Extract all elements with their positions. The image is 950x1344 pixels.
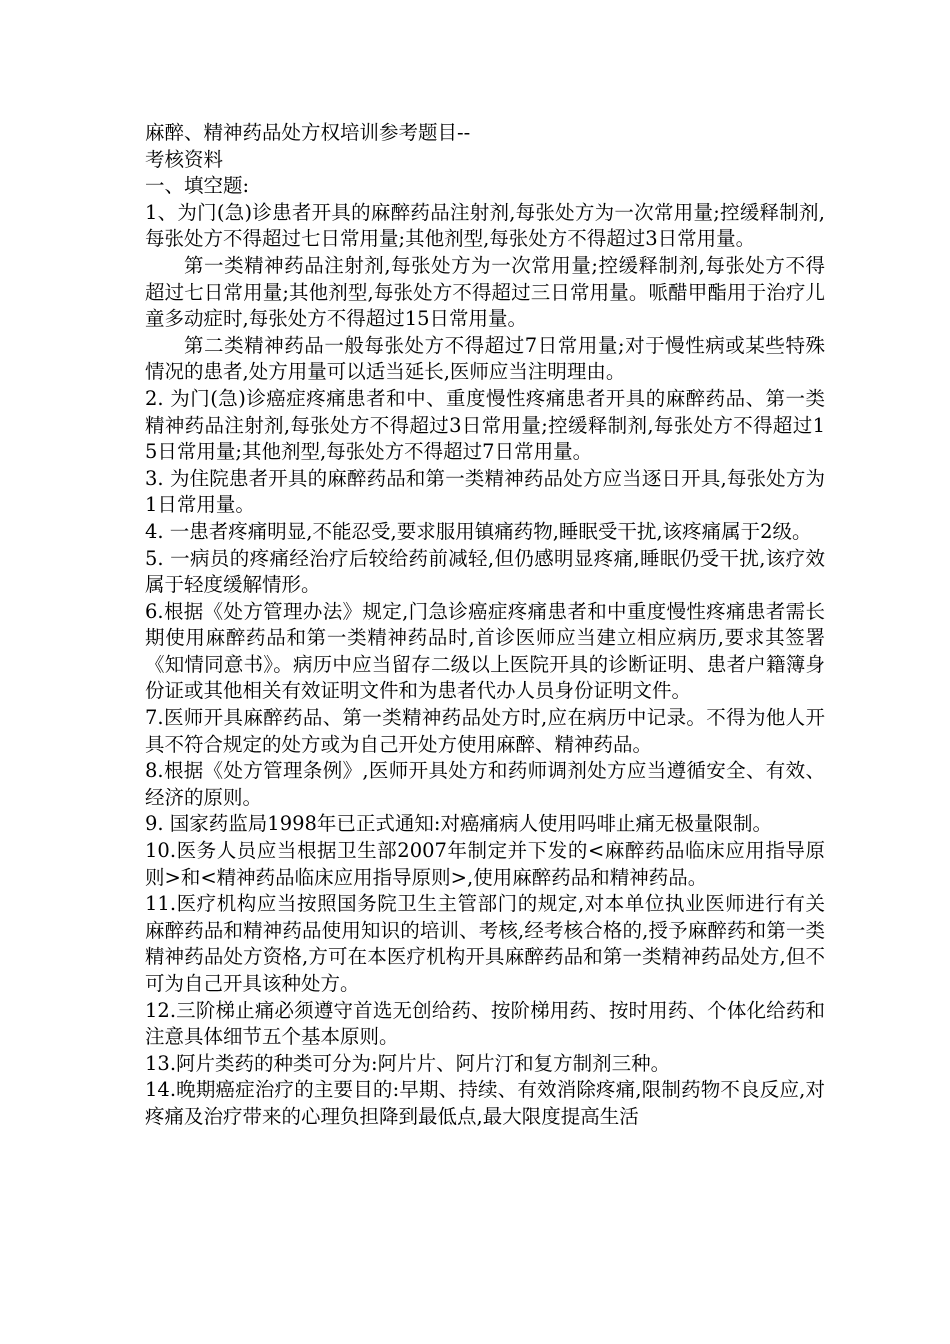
question-9: 9. 国家药监局1998年已正式通知:对癌痛病人使用吗啡止痛无极量限制。 [145, 812, 772, 836]
question-2: 2. 为门(急)诊癌症疼痛患者和中、重度慢性疼痛患者开具的麻醉药品、第一类精神药品注射剂,每张处方不得超过3日常用量;控缓释制剂,每张处方不得超过15日常用量;其他剂型,每张处方不得超过7日常用量。 [145, 386, 825, 464]
question-12: 12.三阶梯止痛必须遵守首选无创给药、按阶梯用药、按时用药、个体化给药和注意具体细节五个基本原则。 [145, 998, 825, 1049]
question-1-psychotropic-class-1: 第一类精神药品注射剂,每张处方为一次常用量;控缓释制剂,每张处方不得超过七日常用量;其他剂型,每张处方不得超过三日常用量。哌醋甲酯用于治疗儿童多动症时,每张处方不得超过15日常用量。 [145, 253, 825, 331]
section-heading: 一、填空题: [145, 174, 250, 198]
question-6: 6.根据《处方管理办法》规定,门急诊癌症疼痛患者和中重度慢性疼痛患者需长期使用麻醉药品和第一类精神药品时,首诊医师应当建立相应病历,要求其签署《知情同意书》。病历中应当留存二级以上医院开具的诊断证明、患者户籍簿身份证或其他相关有效证明文件和为患者代办人员身份证明文件。 [145, 599, 825, 703]
question-5: 5. 一病员的疼痛经治疗后较给药前减轻,但仍感明显疼痛,睡眠仍受干扰,该疗效属于轻度缓解情形。 [145, 546, 825, 597]
question-13: 13.阿片类药的种类可分为:阿片片、阿片汀和复方制剂三种。 [145, 1051, 671, 1075]
question-1: 1、为门(急)诊患者开具的麻醉药品注射剂,每张处方为一次常用量;控缓释制剂,每张处方不得超过七日常用量;其他剂型,每张处方不得超过3日常用量。 [145, 200, 825, 251]
question-8: 8.根据《处方管理条例》,医师开具处方和药师调剂处方应当遵循安全、有效、经济的原则。 [145, 759, 825, 809]
question-3: 3. 为住院患者开具的麻醉药品和第一类精神药品处方应当逐日开具,每张处方为1日常用量。 [145, 466, 825, 517]
question-10: 10.医务人员应当根据卫生部2007年制定并下发的<麻醉药品临床应用指导原则>和<精神药品临床应用指导原则>,使用麻醉药品和精神药品。 [145, 839, 825, 889]
question-11: 11.医疗机构应当按照国务院卫生主管部门的规定,对本单位执业医师进行有关麻醉药品和精神药品使用知识的培训、考核,经考核合格的,授予麻醉药和第一类精神药品处方资格,方可在本医疗机构开具麻醉药品和第一类精神药品处方,但不可为自己开具该种处方。 [145, 892, 825, 995]
question-1-psychotropic-class-2: 第二类精神药品一般每张处方不得超过7日常用量;对于慢性病或某些特殊情况的患者,处方用量可以适当延长,医师应当注明理由。 [145, 333, 825, 384]
document-page [145, 120, 825, 1131]
document-title-line-2: 考核资料 [145, 147, 224, 171]
question-4: 4. 一患者疼痛明显,不能忍受,要求服用镇痛药物,睡眠受干扰,该疼痛属于2级。 [145, 519, 812, 543]
document-title-line-1: 麻醉、精神药品处方权培训参考题目-- [145, 121, 471, 144]
question-7: 7.医师开具麻醉药品、第一类精神药品处方时,应在病历中记录。不得为他人开具不符合规定的处方或为自己开处方使用麻醉、精神药品。 [145, 706, 825, 756]
question-14: 14.晚期癌症治疗的主要目的:早期、持续、有效消除疼痛,限制药物不良反应,对疼痛及治疗带来的心理负担降到最低点,最大限度提高生活 [145, 1078, 825, 1128]
